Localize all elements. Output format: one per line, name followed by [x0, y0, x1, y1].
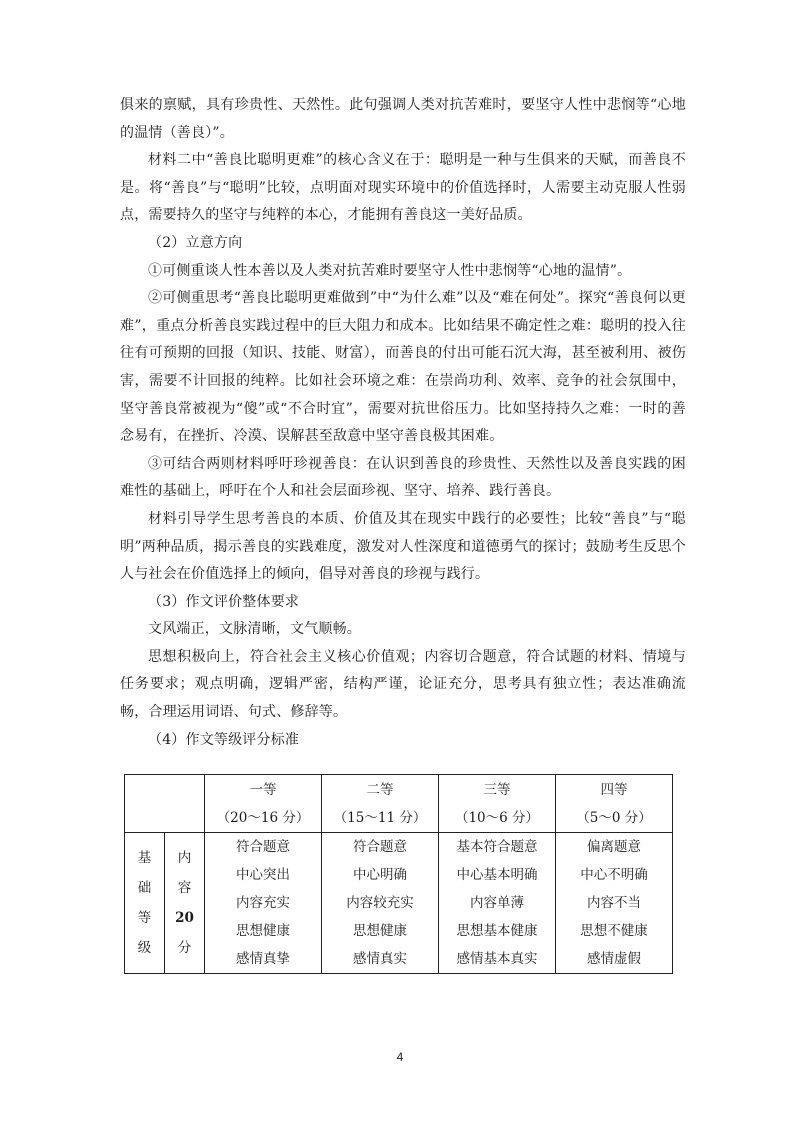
paragraph: 材料二中“善良比聪明更难”的核心含义在于：聪明是一种与生俱来的天赋，而善良不是。将“善良”与“聪明”比较，点明面对现实环境中的价值选择时，人需要主动克服人性弱点，需要持久的坚守与纯粹的本心，才能拥有善良这一美好品质。 [120, 152, 686, 224]
table-corner-cell [125, 775, 205, 833]
table-row [125, 833, 673, 974]
paragraph: ①可侧重谈人性本善以及人类对抗苦难时要坚守人性中悲悯等“心地的温情”。 [148, 262, 632, 279]
criteria-cell: 偏离题意 中心不明确 内容不当 思想不健康 感情虚假 [556, 833, 673, 974]
paragraph: 材料引导学生思考善良的本质、价值及其在现实中践行的必要性；比较“善良”与“聪明”两种品质，揭示善良的实践难度，激发对人性深度和道德勇气的探讨；鼓励考生反思个人与社会在价值选择上的倾向，倡导对善良的珍视与践行。 [120, 510, 686, 583]
grading-table [124, 774, 673, 974]
grade-header: 二等 （15～11 分） [322, 775, 439, 833]
paragraph: ②可侧重思考“善良比聪明更难做到”中“为什么难”以及“难在何处”。探究“善良何以更难”，重点分析善良实践过程中的巨大阻力和成本。比如结果不确定性之难：聪明的投入往往有可预期的回报（知识、技能、财富），而善良的付出可能石沉大海，甚至被利用、被伤害，需要不计回报的纯粹。比如社会环境之难：在崇尚功利、效率、竞争的社会氛围中，坚守善良常被视为“傻”或“不合时宜”，需要对抗世俗压力。比如坚持持久之难：一时的善念易有，在挫折、冷漠、误解甚至敌意中坚守善良极其困难。 [120, 290, 686, 445]
subcategory-cell: 内 容 20 分 [165, 833, 205, 974]
category-cell: 基 础 等 级 [125, 833, 165, 974]
paragraph: 思想积极向上，符合社会主义核心价值观；内容切合题意，符合试题的材料、情境与任务要求；观点明确，逻辑严密，结构严谨，论证充分，思考具有独立性；表达准确流畅，合理运用词语、句式、修辞等。 [120, 648, 686, 721]
body-text [120, 92, 686, 754]
table-header-row [125, 775, 673, 833]
paragraph: 文风端正，文脉清晰，文气顺畅。 [148, 621, 361, 638]
section-heading: （2）立意方向 [148, 234, 243, 251]
section-heading: （4）作文等级评分标准 [148, 731, 300, 748]
paragraph: ③可结合两则材料呼吁珍视善良：在认识到善良的珍贵性、天然性以及善良实践的困难性的基础上，呼吁在个人和社会层面珍视、坚守、培养、践行善良。 [120, 455, 686, 500]
paragraph: 俱来的禀赋，具有珍贵性、天然性。此句强调人类对抗苦难时，要坚守人性中悲悯等“心地的温情（善良）”。 [120, 97, 686, 141]
grade-header: 三等 （10～6 分） [439, 775, 556, 833]
grade-header: 一等 （20～16 分） [205, 775, 322, 833]
page-number: 4 [396, 1050, 404, 1064]
grade-header: 四等 （5～0 分） [556, 775, 673, 833]
criteria-cell: 符合题意 中心明确 内容较充实 思想健康 感情真实 [322, 833, 439, 974]
section-heading: （3）作文评价整体要求 [148, 593, 300, 610]
criteria-cell: 基本符合题意 中心基本明确 内容单薄 思想基本健康 感情基本真实 [439, 833, 556, 974]
criteria-cell: 符合题意 中心突出 内容充实 思想健康 感情真挚 [205, 833, 322, 974]
